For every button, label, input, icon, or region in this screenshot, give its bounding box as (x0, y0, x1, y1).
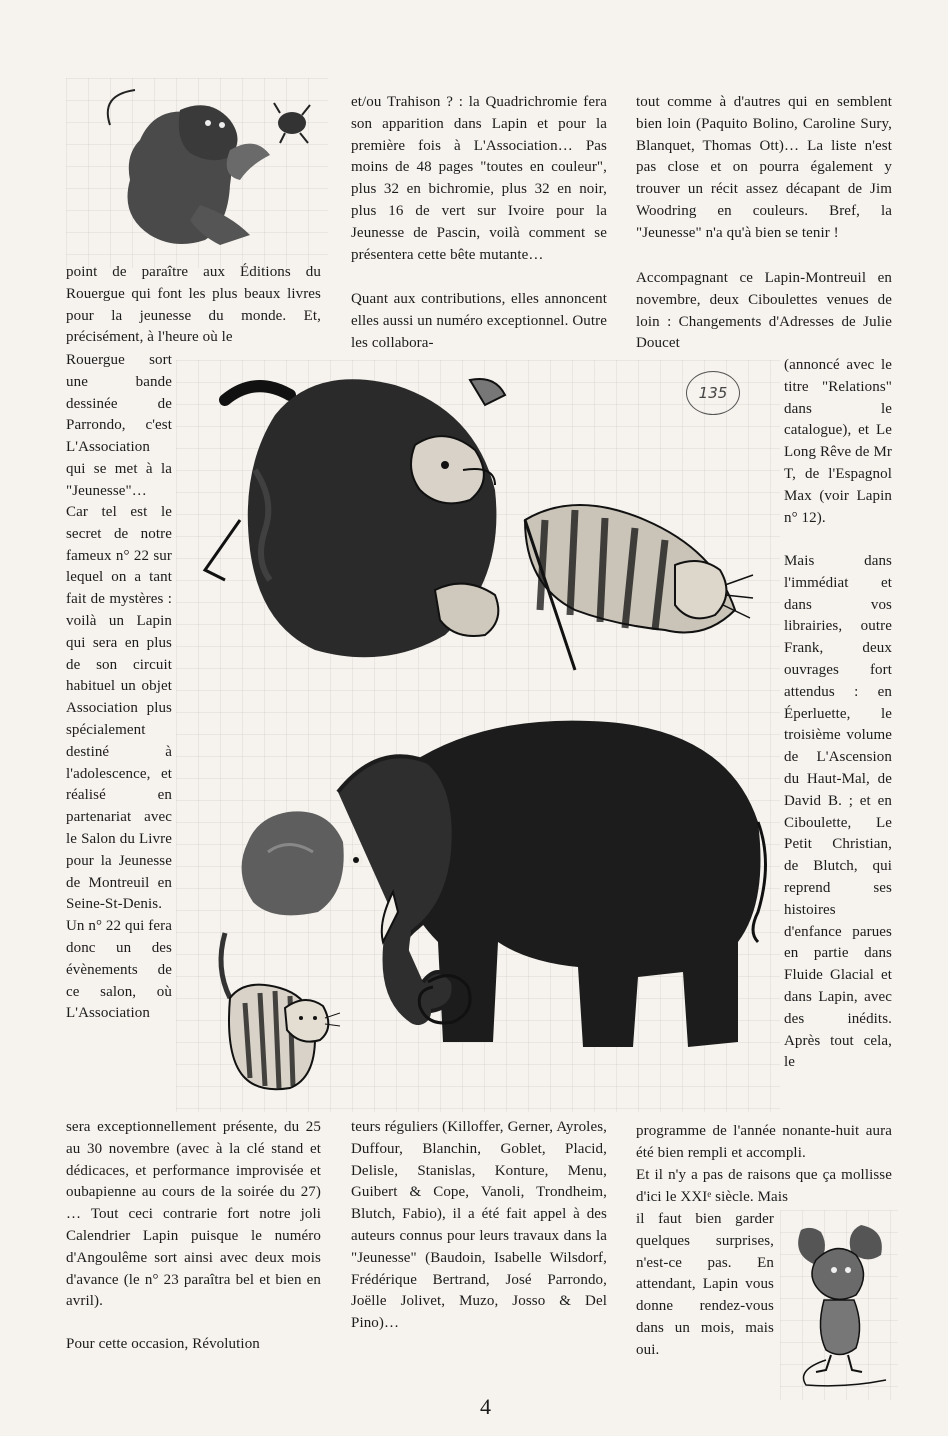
col1-paragraph-3: Car tel est le secret de notre fameux n° 22 sur lequel on a tant fait de mystères : voilà un Lapin qui sera en plus de son circuit habituel un objet Association plus spécialement destiné à l'adolescence, et réalisé en partenariat avec le Salon du Livre pour la Jeunesse de Montreuil en Seine-St-Denis. Un n° 22 qui fera donc un des évènements de ce salon, où L'Association (66, 504, 173, 1022)
col1-paragraph-4: sera exceptionnellement présente, du 25 au 30 novembre (avec à la clé stand et dédicaces, et performance improvisée et oubapienne au cours de la soirée du 27) … Tout ceci contrarie fort notre joli Calendrier Lapin puisque le numéro d'Angoulême sort ainsi avec deux mois d'avance (le n° 23 paraîtra bel et bien en avril). (66, 1119, 321, 1310)
col3-paragraph-1: tout comme à d'autres qui en semblent bien loin (Paquito Bolino, Caroline Sury, Blanquet, Thomas Ott)… La liste n'est pas close et on pourra également y trouver un récit assez décapant de Jim Woodring en couleurs. Bref, la "Jeunesse" n'a qu'à bien se tenir ! (636, 94, 892, 241)
page-number: 4 (480, 1394, 491, 1419)
standing-mouse-illustration (786, 1220, 896, 1390)
col3-paragraph-6: Et il n'y a pas de raisons que ça mollisse d'ici le XXIᵉ siècle. Mais (636, 1167, 892, 1205)
col1-paragraph-5: Pour cette occasion, Révolution (66, 1336, 260, 1352)
col1-paragraph-1: point de paraître aux Éditions du Rouergue qui font les plus beaux livres pour la jeunesse du monde. Et, précisément, à l'heure où le (66, 264, 321, 346)
col3-paragraph-7: il faut bien garder quelques surprises, n'est-ce pas. En attendant, Lapin vous donne rendez-vous dans un mois, mais oui. (636, 1211, 774, 1358)
col3-paragraph-3: (annoncé avec le titre "Relations" dans le catalogue), et Le Long Rêve de Mr T, de l'Espagnol Max (voir Lapin n° 12). (784, 357, 892, 526)
col3-paragraph-5: programme de l'année nonante-huit aura été bien rempli et accompli. (636, 1123, 892, 1161)
col3-paragraph-2: Accompagnant ce Lapin-Montreuil en novembre, deux Ciboulettes venues de loin : Changements d'Adresses de Julie Doucet (636, 270, 892, 352)
small-cat-illustration (205, 928, 340, 1098)
col3-paragraph-4: Mais dans l'immédiat et dans vos librairies, outre Frank, deux ouvrages fort attendus : en Éperluette, le troisième volume de L'Ascension du Haut-Mal, de David B. ; et en Ciboulette, Le Petit Christian, de Blutch, qui reprend ses histoires d'enfance parues en partie dans Fluide Glacial et dans Lapin, avec des inédits. Après tout cela, le (784, 553, 892, 1071)
lion-man-cat-illustration (195, 370, 755, 690)
col2-paragraph-2: Quant aux contributions, elles annoncent elles aussi un numéro exceptionnel. Outre les collabora- (351, 291, 607, 351)
col1-paragraph-2: Rouergue sort une bande dessinée de Parrondo, c'est L'Association qui se met à la "Jeunesse"… (66, 352, 172, 499)
handwritten-number-stamp: 135 (686, 371, 740, 415)
col2-paragraph-3: teurs réguliers (Killoffer, Gerner, Ayroles, Duffour, Blanchin, Goblet, Placid, Delisle, Stanislas, Konture, Menu, Guibert & Cope, Vanoli, Trondheim, Blutch, Fabio), il a été fait appel à des auteurs connus pour leurs travaux dans la "Jeunesse" (Baudoin, Isabelle Wilsdorf, Frédérique Bertrand, José Parrondo, Joëlle Jolivet, Muzo, Josso & Del Pino)… (351, 1119, 607, 1332)
bear-illustration (80, 85, 320, 255)
col2-paragraph-1: et/ou Trahison ? : la Quadrichromie fera son apparition dans Lapin et pour la première fois à L'Association… Pas moins de 48 pages "toutes en couleur", plus 32 en bichromie, plus 32 en noir, plus 16 de vert sur Ivoire pour la Jeunesse de Pascin, voilà comment se présentera cette bête mutante… (351, 94, 607, 263)
